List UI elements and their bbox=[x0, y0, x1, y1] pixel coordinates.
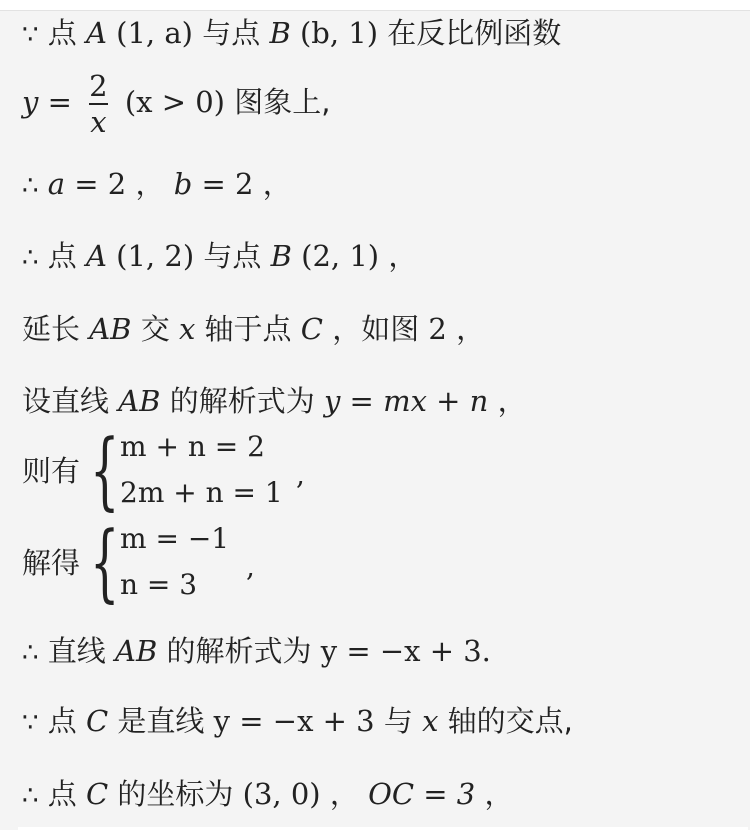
text: 图象上, bbox=[234, 85, 331, 119]
text: 的解析式为 bbox=[166, 634, 312, 668]
segment-label: AB bbox=[115, 634, 158, 668]
condition: (x > 0) bbox=[124, 85, 225, 119]
text: 在反比例函数 bbox=[387, 16, 562, 50]
text: ，如图 bbox=[332, 312, 420, 346]
coordinates: (3, 0) bbox=[242, 777, 321, 811]
segment-label: AB bbox=[118, 384, 161, 418]
point-label: B bbox=[269, 16, 291, 50]
point-label: C bbox=[86, 704, 109, 738]
math-eq: = bbox=[47, 85, 72, 119]
text: 轴的交点, bbox=[447, 704, 573, 738]
comma: , bbox=[296, 458, 305, 491]
math-expr: y = −x + 3 bbox=[213, 704, 375, 738]
comma: ， bbox=[497, 384, 527, 418]
left-brace: { bbox=[90, 513, 120, 611]
point-label: C bbox=[300, 312, 323, 346]
fraction-numerator: 2 bbox=[89, 69, 108, 103]
because-symbol: ∵ bbox=[22, 708, 39, 738]
top-divider bbox=[0, 0, 750, 11]
because-symbol: ∵ bbox=[22, 20, 39, 50]
point-label: B bbox=[270, 239, 292, 273]
text: 点 bbox=[47, 239, 77, 273]
math-var: a bbox=[47, 167, 66, 201]
comma: ， bbox=[329, 777, 359, 811]
line-11 bbox=[22, 774, 513, 816]
fraction bbox=[89, 71, 107, 137]
line-4 bbox=[22, 236, 417, 278]
text: 的解析式为 bbox=[169, 384, 315, 418]
comma: , bbox=[246, 550, 255, 583]
segment-label: AB bbox=[89, 312, 132, 346]
coordinates: (2, 1) bbox=[301, 239, 380, 273]
line-6 bbox=[22, 381, 527, 421]
math-expr: y = mx + n bbox=[323, 384, 489, 418]
equation-system-1 bbox=[90, 421, 410, 520]
text: 与 bbox=[383, 704, 413, 738]
equation-system-2 bbox=[90, 513, 410, 612]
text: 直线 bbox=[47, 634, 106, 668]
math-var: x bbox=[422, 704, 439, 738]
line-2 bbox=[22, 69, 330, 137]
equation: m = −1 bbox=[120, 522, 230, 555]
text: 交 bbox=[140, 312, 170, 346]
point-label: A bbox=[86, 16, 107, 50]
line-10 bbox=[22, 701, 573, 743]
coordinates: (b, 1) bbox=[299, 16, 379, 50]
text: 设直线 bbox=[22, 384, 110, 418]
point-label: C bbox=[86, 777, 109, 811]
text: 的坐标为 bbox=[117, 777, 234, 811]
line-7-label: 则有 bbox=[22, 454, 81, 488]
fraction-denominator: x bbox=[90, 105, 107, 139]
math-expr: OC = 3 bbox=[368, 777, 476, 811]
comma: ， bbox=[388, 239, 418, 273]
text: 与点 bbox=[203, 239, 262, 273]
math-var: y bbox=[22, 85, 39, 119]
therefore-symbol: ∴ bbox=[22, 638, 39, 668]
line-1 bbox=[22, 13, 561, 55]
text: 与点 bbox=[202, 16, 261, 50]
equation: 2m + n = 1 bbox=[120, 476, 283, 509]
line-3 bbox=[22, 164, 292, 206]
line-8-label: 解得 bbox=[22, 546, 81, 580]
math-expr: = 2 bbox=[74, 167, 127, 201]
left-brace: { bbox=[90, 421, 120, 519]
math-var: b bbox=[173, 167, 193, 201]
comma: ， bbox=[135, 167, 165, 201]
text: 点 bbox=[47, 704, 77, 738]
equation: m + n = 2 bbox=[120, 430, 265, 463]
comma: ， bbox=[484, 777, 514, 811]
therefore-symbol: ∴ bbox=[22, 781, 39, 811]
solution-document bbox=[0, 11, 750, 830]
math-expr: = 2 bbox=[201, 167, 254, 201]
comma: ， bbox=[262, 167, 292, 201]
text: 轴于点 bbox=[204, 312, 292, 346]
point-label: A bbox=[86, 239, 107, 273]
therefore-symbol: ∴ bbox=[22, 243, 39, 273]
text: 是直线 bbox=[117, 704, 205, 738]
comma: ， bbox=[456, 312, 486, 346]
text: 点 bbox=[47, 777, 77, 811]
equation: n = 3 bbox=[120, 568, 198, 601]
math-expr: y = −x + 3. bbox=[320, 634, 491, 668]
figure-number: 2 bbox=[428, 312, 447, 346]
text: 点 bbox=[47, 16, 77, 50]
text: 延长 bbox=[22, 312, 81, 346]
coordinates: (1, a) bbox=[116, 16, 193, 50]
line-9 bbox=[22, 631, 491, 673]
therefore-symbol: ∴ bbox=[22, 171, 39, 201]
line-5 bbox=[22, 309, 485, 349]
math-var: x bbox=[178, 312, 196, 346]
coordinates: (1, 2) bbox=[116, 239, 195, 273]
